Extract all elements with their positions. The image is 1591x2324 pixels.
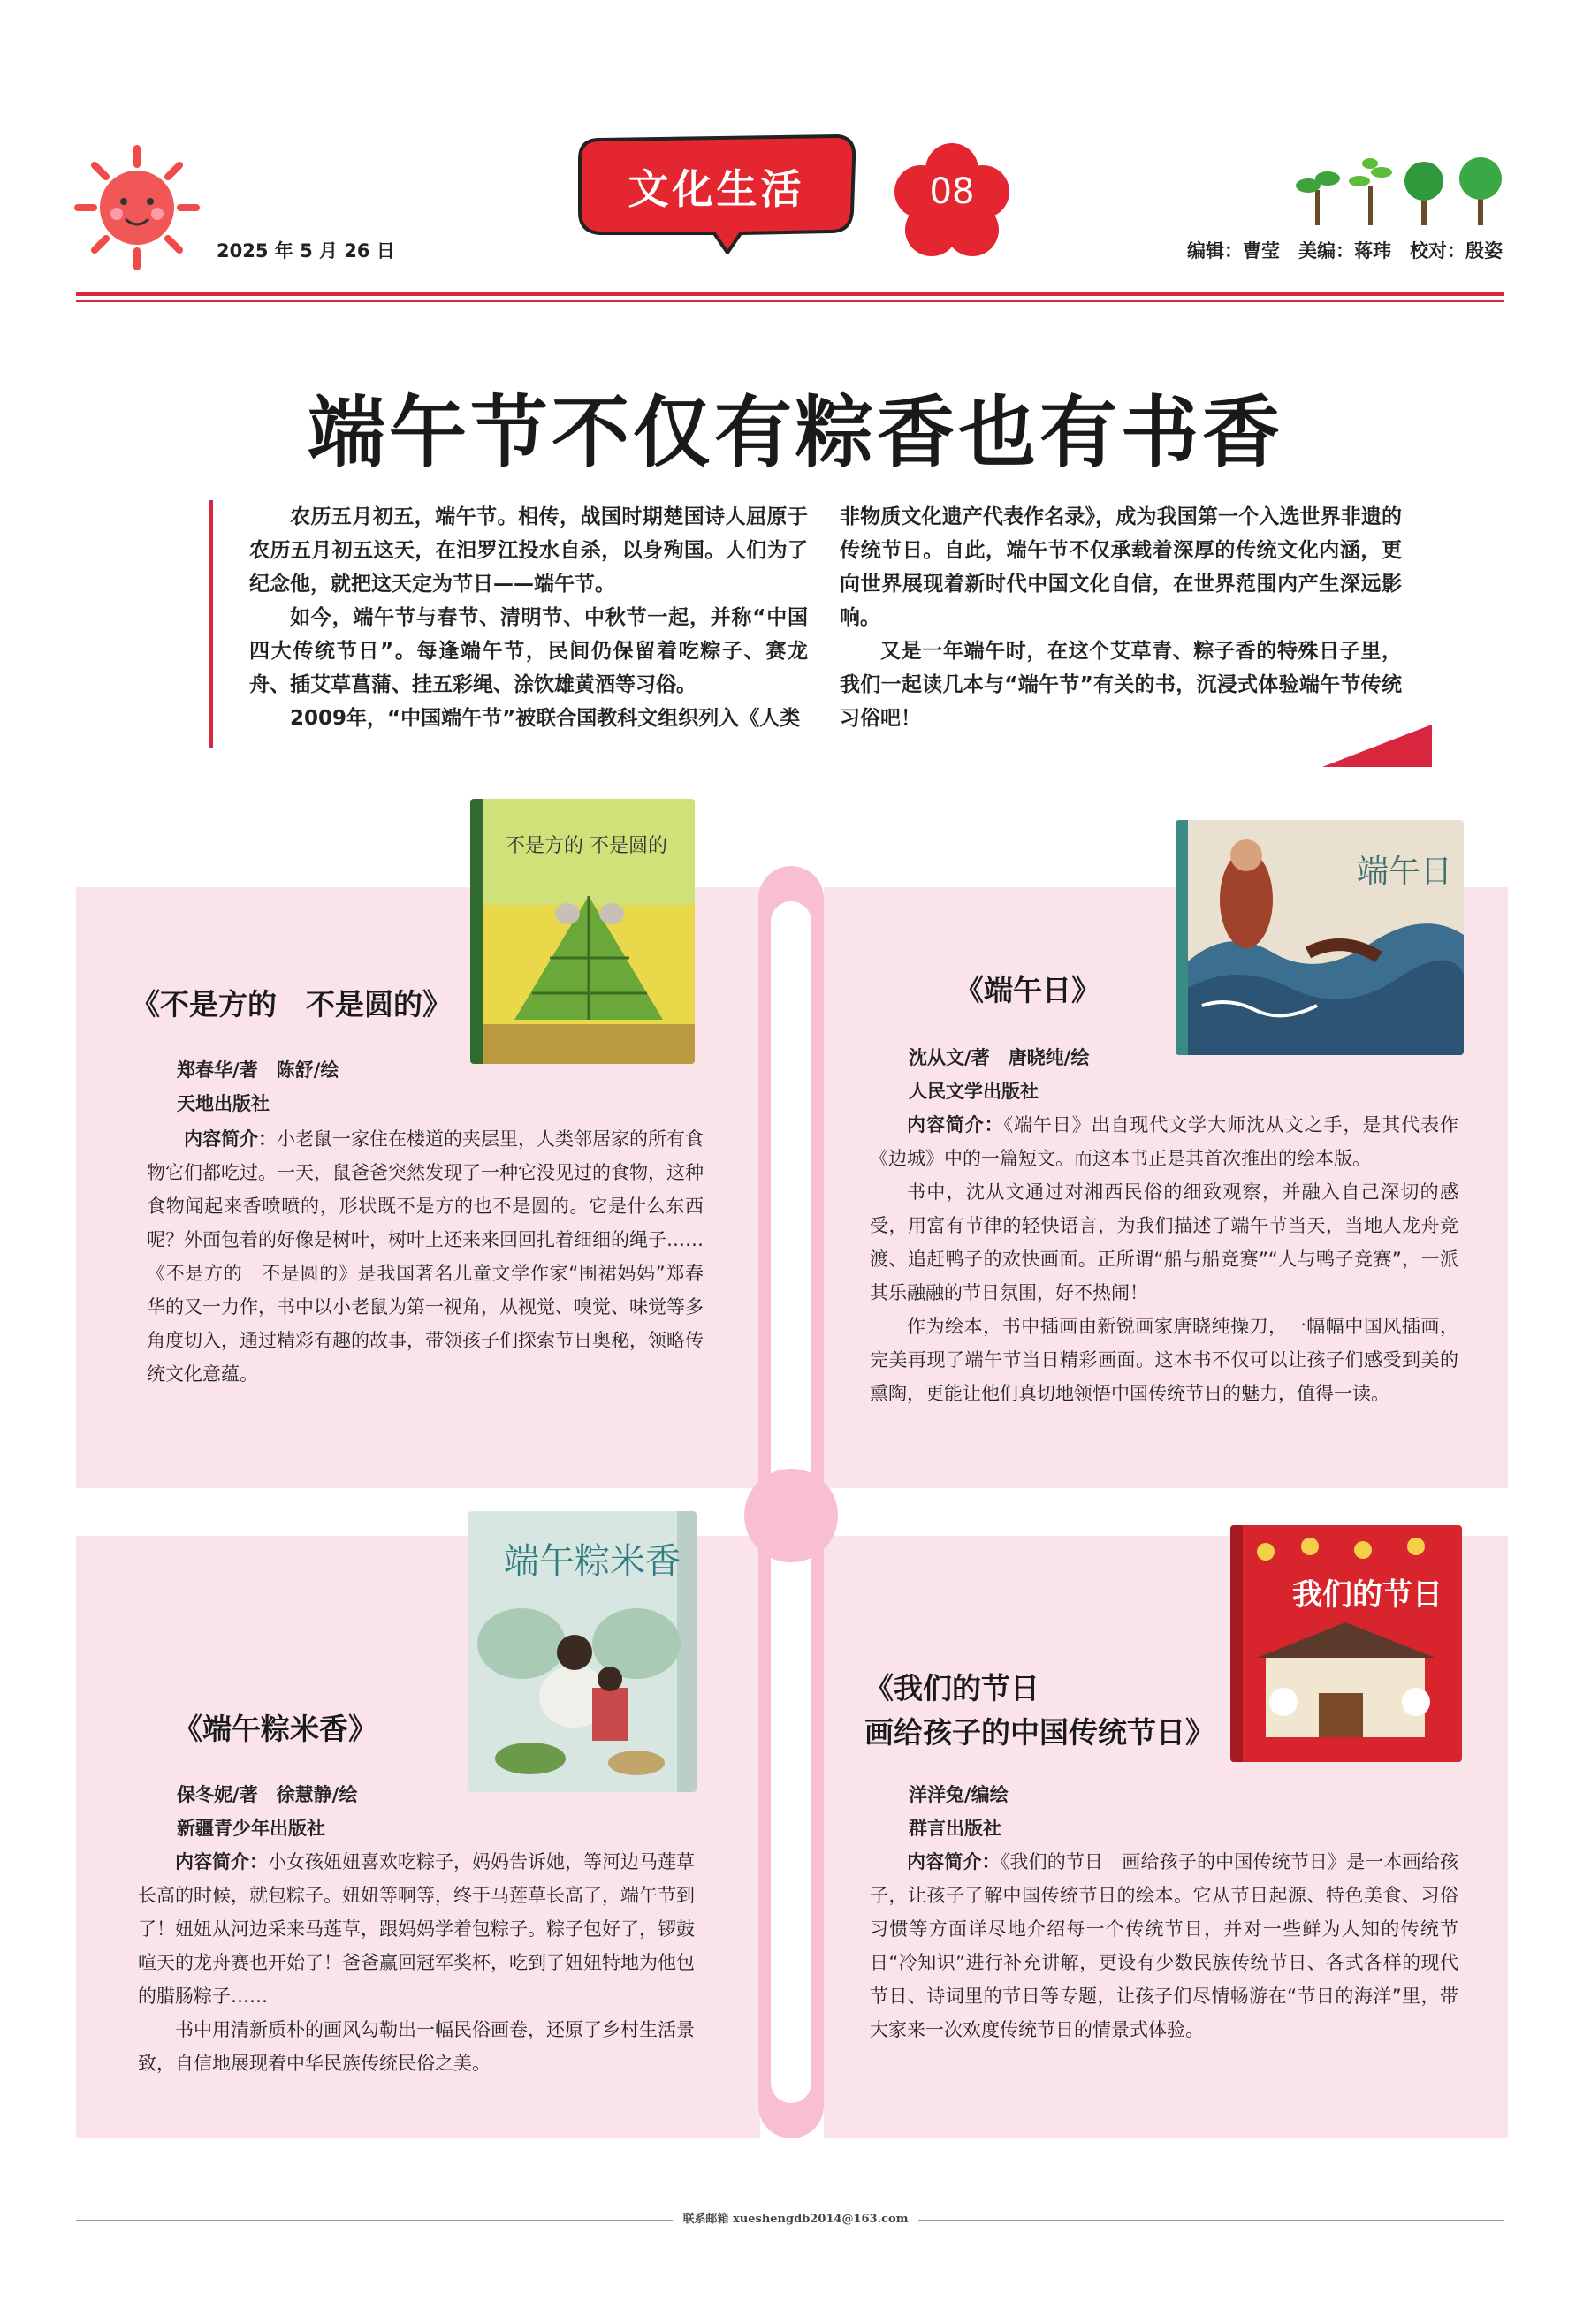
book-publisher-4: 群言出版社 [909,1818,1001,1839]
book-authors-1: 郑春华/著 陈舒/绘 [177,1059,339,1081]
intro-label: 内容简介： [184,1128,277,1150]
divider-circle [744,1469,838,1562]
book-intro-3 [138,1845,695,2080]
intro-paragraph: 非物质文化遗产代表作名录》，成为我国第一个入选世界非遗的传统节日。自此，端午节不仅承载着深厚的传统文化内涵，更向世界展现着新时代中国文化自信，在世界范围内产生深远影响。 [840,505,1402,629]
footer-contact [0,2209,1591,2226]
corner-triangle [1322,725,1432,767]
book-publisher-2: 人民文学出版社 [909,1081,1039,1102]
sun-icon [71,141,203,274]
intro-paragraph: 又是一年端午时，在这个艾草青、粽子香的特殊日子里，我们一起读几本与“端午节”有关的书，沉浸式体验端午节传统习俗吧！ [840,640,1402,730]
intro-label: 内容简介： [907,1114,1004,1135]
book-intro-text: 作为绘本，书中插画由新锐画家唐晓纯操刀，一幅幅中国风插画，完美再现了端午节当日精彩画面。这本书不仅可以让孩子们感受到美的熏陶，更能让他们真切地领悟中国传统节日的魅力，值得一读。 [870,1316,1458,1404]
book-title-1: 《不是方的 不是圆的》 [131,987,452,1021]
page-headline: 端午节不仅有粽香也有书香 [307,386,1283,478]
book-cover-2 [1176,820,1464,1055]
page-number: 08 [929,171,975,212]
book-intro-text: 小老鼠一家住在楼道的夹层里，人类邻居家的所有食物它们都吃过。一天，鼠爸爸突然发现了一种它没见过的食物，这种食物闻起来香喷喷的，形状既不是方的也不是圆的。它是什么东西呢？外面包着的好像是树叶，树叶上还来来回回扎着细细的绳子……《不是方的 不是圆的》是我国著名儿童文学作家“围裙妈妈”郑春华的又一力作，书中以小老鼠为第一视角，从视觉、嗅觉、味觉等多角度切入，通过精彩有趣的故事，带领孩子们探索节日奥秘，领略传统文化意蕴。 [147,1128,704,1385]
book-title-4-line2: 画给孩子的中国传统节日》 [864,1715,1214,1750]
cover-title-3: 端午粽米香 [504,1541,681,1582]
book-intro-text: 《我们的节日 画给孩子的中国传统节日》是一本画给孩子，让孩子了解中国传统节日的绘本。它从节日起源、特色美食、习俗习惯等方面详尽地介绍每一个传统节日，并对一些鲜为人知的传统节日“冷知识”进行补充讲解，更设有少数民族传统节日、各式各样的现代节日、诗词里的节日等专题，让孩子们尽情畅游在“节日的海洋”里，带大家来一次欢度传统节日的情景式体验。 [870,1851,1459,2040]
book-authors-4: 洋洋兔/编绘 [909,1784,1009,1805]
book-intro-4 [870,1845,1458,2047]
book-title-4 [864,1667,1289,1755]
book-intro-1 [147,1122,704,1391]
intro-paragraph: 农历五月初五，端午节。相传，战国时期楚国诗人屈原于农历五月初五这天，在汨罗江投水自杀，以身殉国。人们为了纪念他，就把这天定为节日——端午节。 [249,505,808,596]
footer-email: 联系邮箱 xueshengdb2014@163.com [673,2213,919,2226]
book-intro-text: 小女孩妞妞喜欢吃粽子，妈妈告诉她，等河边马莲草长高的时候，就包粽子。妞妞等啊等，终于马莲草长高了，端午节到了！妞妞从河边采来马莲草，跟妈妈学着包粽子。粽子包好了，锣鼓喧天的龙舟赛也开始了！爸爸赢回冠军奖杯，吃到了妞妞特地为他包的腊肠粽子…… [138,1851,695,2007]
section-label: 文化生活 [628,165,805,213]
book-intro-text: 书中用清新质朴的画风勾勒出一幅民俗画卷，还原了乡村生活景致，自信地展现着中华民族传统民俗之美。 [138,2019,695,2074]
book-title-3: 《端午粽米香》 [173,1712,377,1746]
book-cover-3 [468,1511,697,1792]
book-title-2: 《端午日》 [955,973,1100,1007]
header-rule-thin [76,300,1504,302]
intro-paragraph: 如今，端午节与春节、清明节、中秋节一起，并称“中国四大传统节日”。每逢端午节，民间仍保留着吃粽子、赛龙舟、插艾草菖蒲、挂五彩绳、涂饮雄黄酒等习俗。 [249,606,808,696]
book-intro-text: 书中，沈从文通过对湘西民俗的细致观察，并融入自己深切的感受，用富有节律的轻快语言，为我们描述了端午节当天，当地人龙舟竞渡、追赶鸭子的欢快画面。正所谓“船与船竞赛”“人与鸭子竞赛”，一派其乐融融的节日氛围，好不热闹！ [870,1181,1458,1303]
book-authors-3: 保冬妮/著 徐慧静/绘 [177,1784,358,1805]
book-intro-2 [870,1108,1458,1410]
cover-title-4: 我们的节日 [1292,1577,1443,1613]
intro-right-column [840,500,1402,735]
book-title-4-line1: 《我们的节日 [864,1671,1039,1705]
trees-icon [1290,150,1511,230]
issue-date: 2025 年 5 月 26 日 [217,240,395,262]
cover-title-2: 端午日 [1357,854,1453,890]
book-intro-text: 《端午日》出自现代文学大师沈从文之手，是其代表作《边城》中的一篇短文。而这本书正是其首次推出的绘本版。 [870,1114,1459,1169]
intro-label: 内容简介： [907,1851,1001,1872]
intro-label: 内容简介： [175,1851,268,1872]
cover-title-1: 不是方的 不是圆的 [506,835,667,857]
book-authors-2: 沈从文/著 唐晓纯/绘 [909,1047,1090,1068]
intro-left-column [249,500,808,735]
editor-credits: 编辑：曹莹 美编：蒋玮 校对：殷姿 [1187,240,1503,262]
book-publisher-3: 新疆青少年出版社 [177,1818,325,1839]
header-rule [76,292,1504,296]
intro-accent-bar [209,500,213,748]
book-publisher-1: 天地出版社 [177,1093,270,1114]
intro-paragraph: 2009年，“中国端午节”被联合国教科文组织列入《人类 [290,707,801,730]
